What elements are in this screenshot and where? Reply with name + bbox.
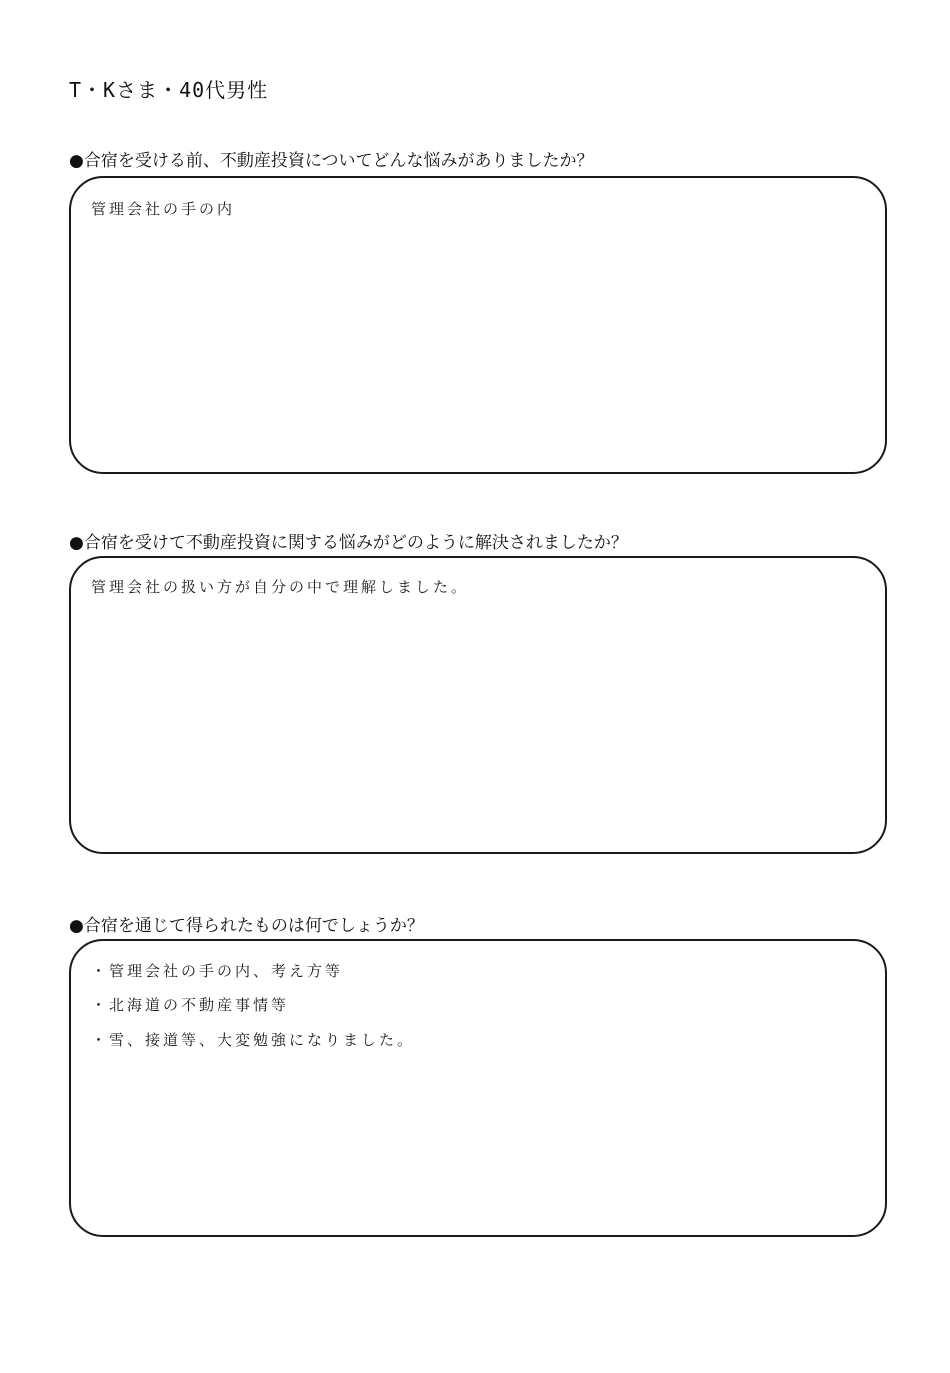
answer-1-line-1: 管理会社の手の内 — [91, 200, 236, 218]
question-3: ●合宿を通じて得られたものは何でしょうか？ — [69, 916, 424, 936]
answer-3-line-3: ・雪、接道等、大変勉強になりました。 — [91, 1031, 416, 1049]
answer-2-line-1: 管理会社の扱い方が自分の中で理解しました。 — [91, 578, 470, 596]
answer-box-1 — [69, 176, 887, 474]
question-2: ●合宿を受けて不動産投資に関する悩みがどのように解決されましたか？ — [69, 533, 628, 553]
question-1: ●合宿を受ける前、不動産投資についてどんな悩みがありましたか？ — [69, 151, 594, 171]
answer-box-3 — [69, 939, 887, 1237]
answer-3-line-2: ・北海道の不動産事情等 — [91, 996, 290, 1014]
page-title: T・Kさま・40代男性 — [69, 78, 269, 102]
answer-3-line-1: ・管理会社の手の内、考え方等 — [91, 962, 344, 980]
answer-box-2 — [69, 556, 887, 854]
